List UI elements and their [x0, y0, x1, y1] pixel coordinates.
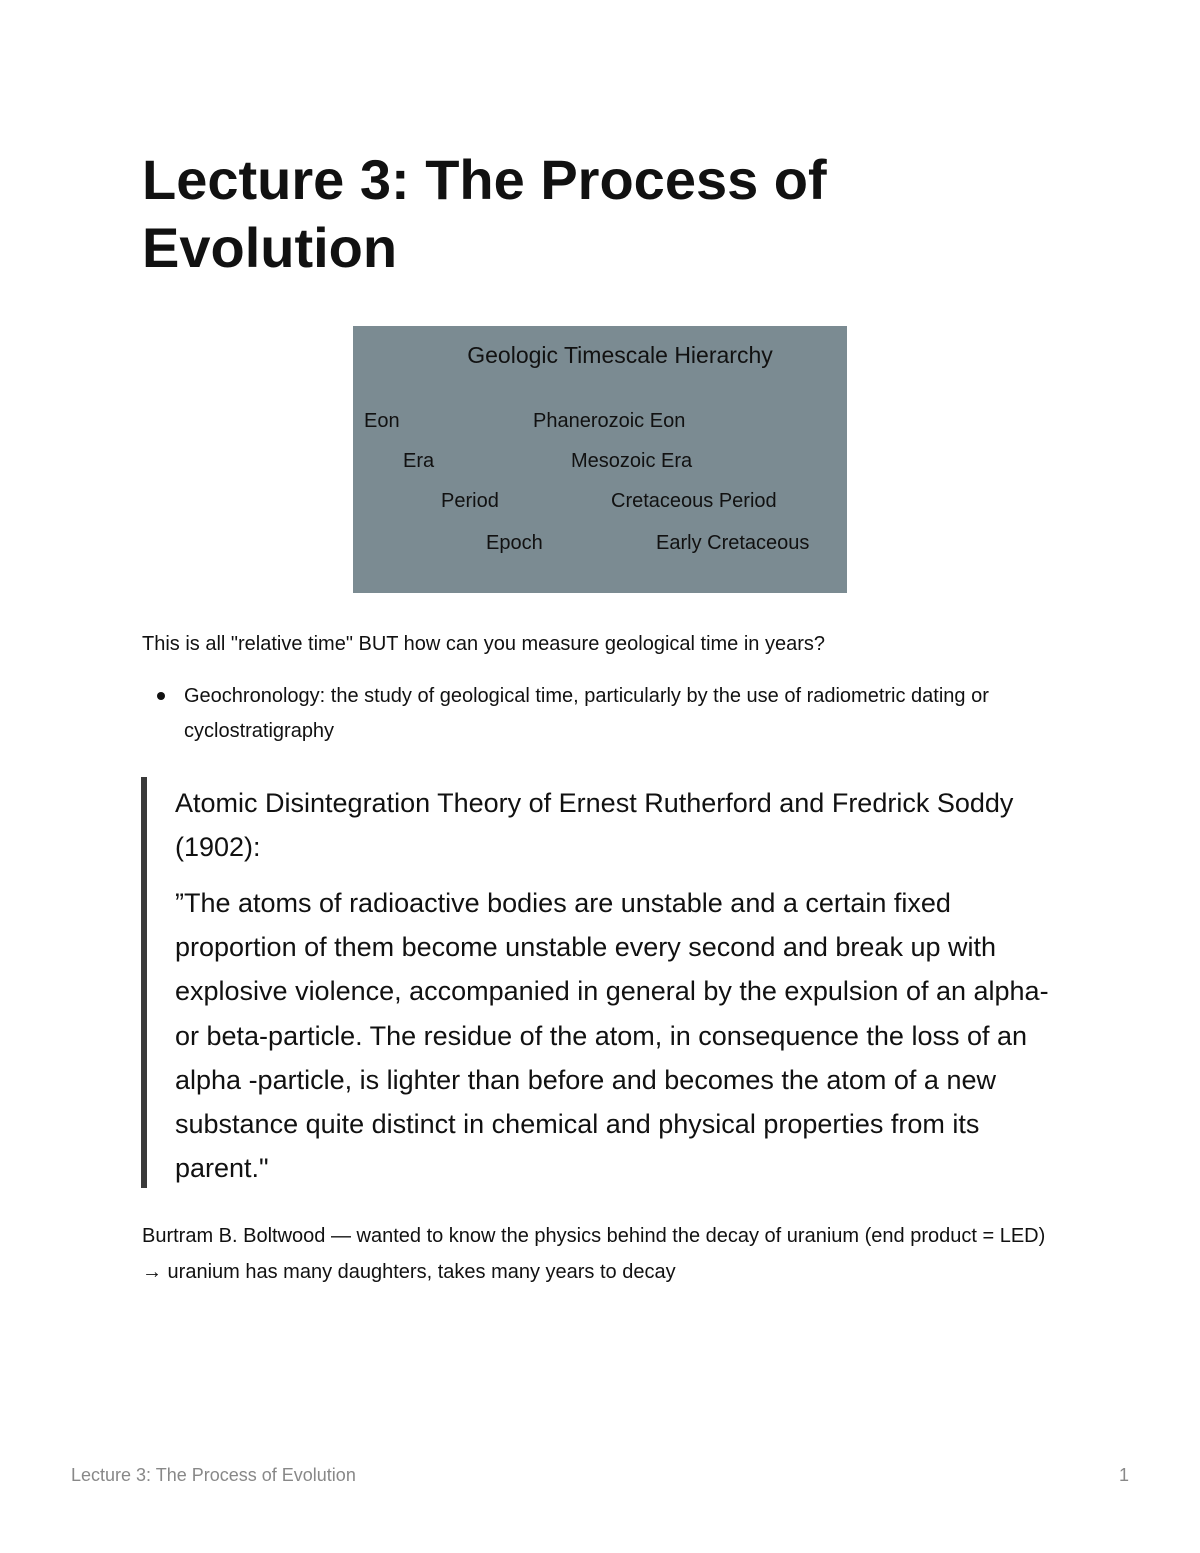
figure-level-period: Period: [441, 490, 499, 512]
bullet-list: [184, 679, 1064, 749]
geologic-timescale-figure: [353, 326, 847, 593]
blockquote: [141, 777, 1071, 1188]
page-number: 1: [1118, 1465, 1129, 1485]
figure-level-eon: Eon: [364, 410, 400, 432]
figure-example-eon: Phanerozoic Eon: [533, 410, 686, 432]
figure-example-period: Cretaceous Period: [611, 490, 777, 512]
closing-paragraph: Burtram B. Boltwood — wanted to know the physics behind the decay of uranium (end product = LED) → uranium has many daughters, takes many years to decay: [142, 1225, 1046, 1283]
list-item: [184, 679, 1064, 749]
quote-heading: Atomic Disintegration Theory of Ernest Rutherford and Fredrick Soddy (1902):: [175, 788, 1014, 862]
figure-title: Geologic Timescale Hierarchy: [467, 342, 773, 368]
figure-level-era: Era: [403, 450, 435, 472]
page-title: Lecture 3: The Process of Evolution: [142, 148, 827, 279]
quote-text: ”The atoms of radioactive bodies are unstable and a certain fixed proportion of them become unstable every second and break up with explosive violence, accompanied in general by the expulsion of an alpha- or beta-particle. The residue of the atom, in consequence the loss of an alpha -particle, is lighter than before and becomes the atom of a new substance quite distinct in chemical and physical properties from its parent.": [175, 888, 1049, 1184]
footer-title: Lecture 3: The Process of Evolution: [71, 1465, 356, 1485]
bullet-text: Geochronology: the study of geological time, particularly by the use of radiometric dating or cyclostratigraphy: [184, 685, 989, 742]
intro-paragraph: This is all "relative time" BUT how can you measure geological time in years?: [142, 633, 826, 655]
bullet-icon: [157, 692, 165, 700]
figure-example-epoch: Early Cretaceous: [656, 532, 810, 554]
figure-level-epoch: Epoch: [486, 532, 543, 554]
figure-example-era: Mesozoic Era: [571, 450, 693, 472]
